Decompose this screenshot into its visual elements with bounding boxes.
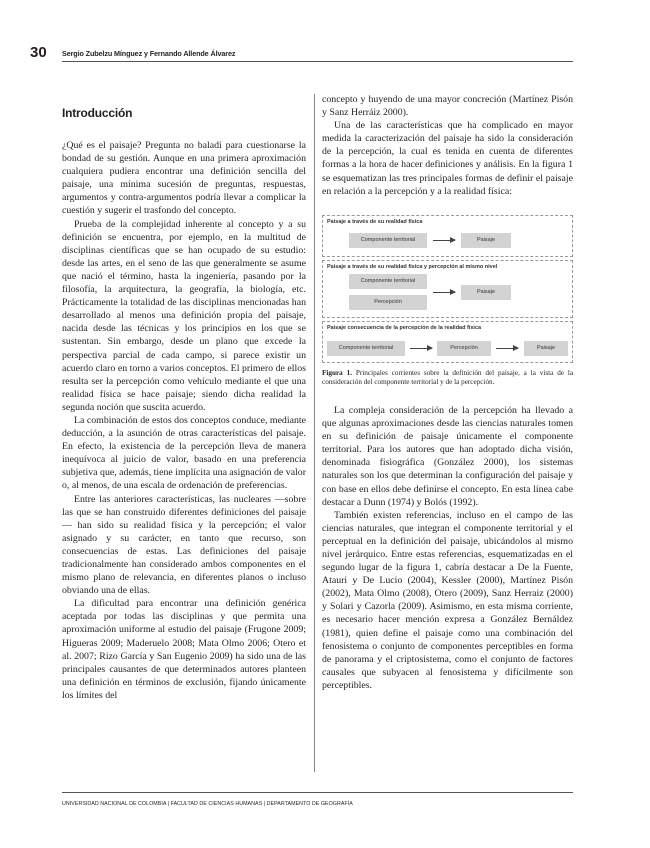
arrow-icon: [410, 348, 432, 349]
figure-row-2: [322, 260, 573, 318]
figure-row-2-title: Paisaje a través de su realidad física y percepción al mismo nivel: [327, 263, 498, 270]
arrow-icon: [496, 348, 518, 349]
arrow-icon: [433, 240, 455, 241]
paragraph: ¿Qué es el paisaje? Pregunta no baladí para cuestionarse la bondad de su gestión. Aunque en una primera aproximación cualquiera pudiera encontrar una definición sencilla del paisaje, una mínima sucesión de preguntas, respuestas, argumentos y contra-argumentos podría llevar a complicar la cuestión y sugerir el trasfondo del concepto.: [62, 140, 306, 217]
paragraph: La compleja consideración de la percepción ha llevado a que algunas aproximaciones desde las ciencias naturales tomen en su definición de paisaje únicamente el componente territorial. Para los autores que han adoptado dicha visión, denominada fisiográfica (González 2000), los sistemas naturales son los que determinan la configuración del paisaje y con base en ellos debe definirse el concepto. En esta línea cabe destacar a Dunn (1974) y Bolós (1992).: [322, 404, 573, 508]
paragraph: También existen referencias, incluso en el campo de las ciencias naturales, que integran el componente territorial y el perceptual en la definición del paisaje, ubicándolos al mismo nivel jerárquico. Entre estas referencias, esquematizadas en el segundo lugar de la figura 1, cabría destacar a De la Fuente, Atauri y De Lucio (2004), Kessler (2000), Martínez Pisón (2002), Mata Olmo (2008), Otero (2009), Sanz Herraiz (2000) y Solari y Cazorla (2009). Asimismo, en esta misma corriente, es necesario hacer mención expresa a González Bernáldez (1981), quien define el paisaje como una combinación del fenosistema o conjunto de componentes perceptibles en forma de panorama y el criptosistema, como el conjunto de factores causales que subyacen al fenosistema y difícilmente son perceptibles.: [322, 509, 573, 691]
figure-row-1-title: Paisaje a través de su realidad física: [327, 218, 423, 225]
figure-row-1: [322, 215, 573, 257]
figure-row-3: [322, 321, 573, 363]
figure-row-3-cell: Paisaje: [524, 341, 568, 356]
figure-row-2-cell: Percepción: [349, 295, 427, 310]
figure-row-2-cell: Paisaje: [461, 285, 511, 300]
paragraph: Una de las características que ha complicado en mayor medida la caracterización del paisaje ha sido la consideración de la percepción, la cual es tenida en cuenta de diferentes formas a la hora de hacer definiciones y análisis. En la figura 1 se esquematizan las tres principales formas de definir el paisaje en relación a la percepción y a la realidad física:: [322, 120, 573, 197]
left-column: [62, 92, 306, 702]
paragraph: concepto y huyendo de una mayor concreción (Martínez Pisón y Sanz Herráiz 2000).: [322, 94, 573, 119]
column-divider: [314, 94, 315, 772]
figure-caption: [322, 369, 573, 388]
right-column: [322, 93, 573, 692]
figure-row-3-cell: Componente territorial: [327, 341, 405, 356]
page-number: 30: [30, 44, 47, 61]
figure-row-2-cell: Componente territorial: [349, 274, 427, 289]
paragraph: Entre las anteriores características, las nucleares —sobre las que se han construido diferentes definiciones del paisaje— han sido su realidad física y la percepción; el valor asignado y su carácter, en tanto que recurso, son consecuencias de estas. Las definiciones del paisaje tradicionalmente han considerado ambos componentes en el mismo plano de relevancia, en diferentes planos o incluso obviando una de ellas.: [62, 493, 306, 597]
arrow-icon: [433, 292, 455, 293]
paragraph: La combinación de estos dos conceptos conduce, mediante deducción, a la asunción de otras características del paisaje. En efecto, la existencia de la percepción lleva de manera inequívoca al juicio de valor, basado en una preferencia subjetiva que, además, tiene implícita una asignación de valor o, al menos, de una escala de ordenación de preferencias.: [62, 414, 306, 492]
figure-1-diagram: [322, 215, 573, 363]
section-title: Introducción: [62, 106, 133, 120]
header-rule: [62, 61, 573, 62]
figure-row-1-cell: Componente territorial: [349, 233, 427, 248]
figure-row-1-cell: Paisaje: [461, 233, 511, 248]
figure-caption-text: Principales corrientes sobre la definición del paisaje, a la vista de la consideración del componente territorial y de la percepción.: [322, 368, 574, 387]
paragraph: Prueba de la complejidad inherente al concepto y a su definición se encuentra, por ejemplo, en la multitud de disciplinas científicas que se han ocupado de su estudio: desde las artes, en el seno de las que generalmente se asume que nació el término, hasta la ingeniería, pasando por la filosofía, la arquitectura, la geografía, la biología, etc. Prácticamente la totalidad de las disciplinas mencionadas han desarrollado al menos una definición propia del paisaje, nacida desde las técnicas y los principios en los que se sustentan. Sin embargo, desde un plano que excede la perspectiva parcial de cada campo, si parece existir un acuerdo claro en torno a varios conceptos. El primero de ellos resulta ser la percepción como vehículo mediante el que una realidad física se hace paisaje; siendo dicha realidad la segunda noción que suscita acuerdo.: [62, 218, 306, 413]
figure-row-3-title: Paisaje consecuencia de la percepción de la realidad física: [327, 324, 482, 331]
figure-row-3-cell: Percepción: [437, 341, 491, 356]
paragraph: La dificultad para encontrar una definición genérica aceptada por todas las disciplinas y que permita una aproximación uniforme al estudio del paisaje (Frugone 2009; Higueras 2009; Maderuelo 2008; Mata Olmo 2006; Otero et al. 2007; Rizo García y San Eugenio 2009) ha sido una de las principales causantes de que determinados autores planteen una definición en términos de exclusión, fijando únicamente los límites del: [62, 598, 306, 701]
figure-caption-label: Figura 1.: [322, 368, 353, 377]
running-header-authors: Sergio Zubelzu Mínguez y Fernando Allende Álvarez: [62, 49, 236, 58]
running-footer: UNIVERSIDAD NACIONAL DE COLOMBIA | FACULTAD DE CIENCIAS HUMANAS | DEPARTAMENTO DE GEOGRAFÍA: [62, 801, 353, 807]
footer-rule: [62, 792, 573, 793]
